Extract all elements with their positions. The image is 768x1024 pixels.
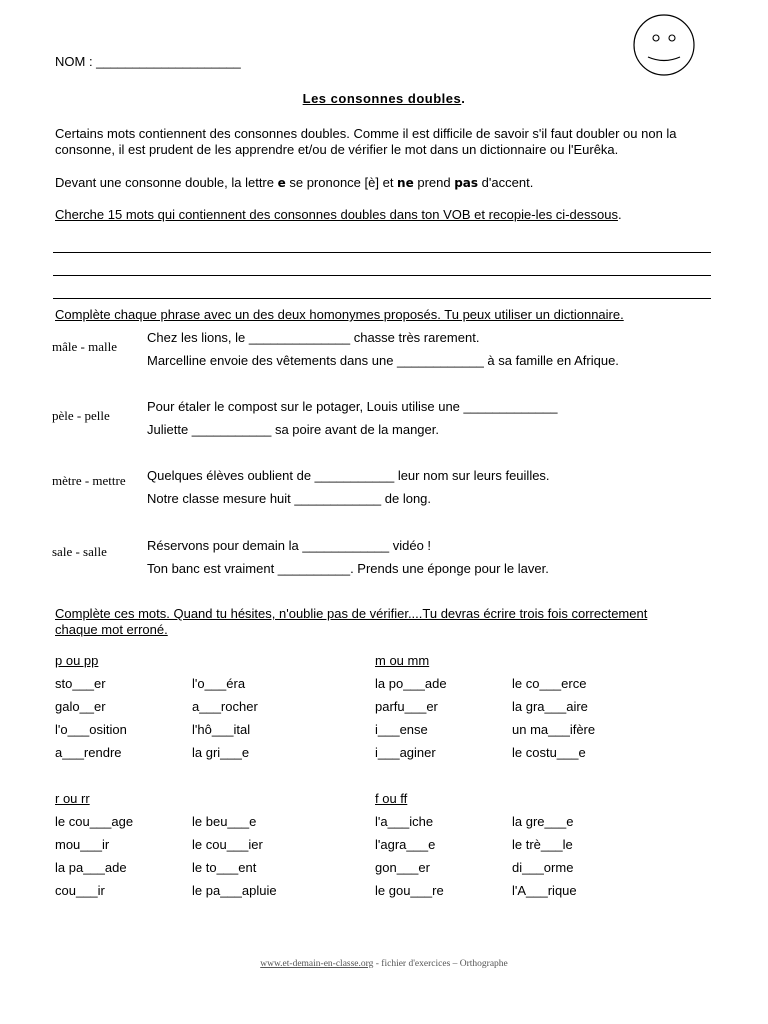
word-item: gon___er	[375, 860, 430, 875]
word-item: a___rocher	[192, 699, 258, 714]
page-title-dot: .	[461, 91, 466, 106]
word-item: l'a___iche	[375, 814, 434, 829]
word-item: le cou___ier	[192, 837, 263, 852]
footer-text: - fichier d'exercices – Orthographe	[373, 959, 508, 969]
word-item: le beu___e	[192, 814, 257, 829]
word-item: cou___ir	[55, 883, 105, 898]
homonym-sentence: Juliette ___________ sa poire avant de la manger.	[147, 422, 439, 437]
homonym-sentence: Chez les lions, le ______________ chasse très rarement.	[147, 330, 480, 345]
task3-instruction-line2: chaque mot erroné.	[55, 622, 168, 637]
word-item: di___orme	[512, 860, 574, 875]
footer-link[interactable]: www.et-demain-en-classe.org	[260, 959, 374, 969]
group-heading: m ou mm	[375, 653, 430, 668]
footer	[0, 959, 768, 969]
word-item: le trè___le	[512, 837, 573, 852]
homonym-pair-label: pèle - pelle	[52, 408, 110, 423]
smiley-face-icon	[633, 14, 695, 76]
intro-paragraph: Certains mots contiennent des consonnes doubles. Comme il est difficile de savoir s'il faut doubler ou non la consonne, il est prudent de les apprendre et/ou de vérifier le mot dans un dictionnaire ou l'Eurêka.	[55, 126, 677, 157]
word-item: galo__er	[55, 699, 106, 714]
word-item: l'o___éra	[192, 676, 246, 691]
word-item: la gre___e	[512, 814, 574, 829]
task1-instruction	[55, 207, 622, 222]
rule-part4: d'accent.	[478, 175, 534, 190]
answer-line-2[interactable]	[53, 275, 711, 276]
homonym-sentence: Ton banc est vraiment __________. Prends une éponge pour le laver.	[147, 561, 549, 576]
word-item: l'A___rique	[512, 883, 577, 898]
word-item: sto___er	[55, 676, 106, 691]
answer-line-3[interactable]	[53, 298, 711, 299]
answer-line-1[interactable]	[53, 252, 711, 253]
homonym-pair-label: mâle - malle	[52, 339, 117, 354]
rule-paragraph	[55, 175, 720, 191]
word-item: le pa___apluie	[192, 883, 277, 898]
task1-text: Cherche 15 mots qui contiennent des consonnes doubles dans ton VOB et recopie-les ci-dessous	[55, 207, 618, 222]
word-item: l'agra___e	[375, 837, 436, 852]
word-item: l'o___osition	[55, 722, 127, 737]
word-item: mou___ir	[55, 837, 110, 852]
rule-part1: Devant une consonne double, la lettre	[55, 175, 278, 190]
word-item: le to___ent	[192, 860, 257, 875]
word-item: la pa___ade	[55, 860, 127, 875]
word-item: la po___ade	[375, 676, 447, 691]
task1-dot: .	[617, 207, 622, 222]
homonym-sentence: Marcelline envoie des vêtements dans une ____________ à sa famille en Afrique.	[147, 353, 619, 368]
page-title-text: Les consonnes doubles	[302, 91, 462, 106]
group-heading: f ou ff	[375, 791, 408, 806]
word-item: le costu___e	[512, 745, 586, 760]
word-item: le cou___age	[55, 814, 134, 829]
rule-ne: ne	[397, 176, 414, 190]
rule-letter: e	[277, 176, 286, 190]
rule-part3: prend	[413, 175, 455, 190]
rule-pas: pas	[454, 176, 479, 190]
homonym-sentence: Pour étaler le compost sur le potager, Louis utilise une _____________	[147, 399, 558, 414]
task3-instruction-line1: Complète ces mots. Quand tu hésites, n'oublie pas de vérifier....Tu devras écrire trois fois correctement	[55, 606, 648, 621]
word-item: le co___erce	[512, 676, 587, 691]
word-item: i___ense	[375, 722, 428, 737]
homonym-pair-label: mètre - mettre	[52, 473, 126, 488]
word-item: le gou___re	[375, 883, 444, 898]
group-heading: p ou pp	[55, 653, 99, 668]
word-item: la gra___aire	[512, 699, 588, 714]
word-item: la gri___e	[192, 745, 250, 760]
word-item: un ma___ifère	[512, 722, 596, 737]
name-field[interactable]: NOM : ____________________	[55, 54, 241, 69]
group-heading: r ou rr	[55, 791, 90, 806]
homonym-sentence: Quelques élèves oublient de ___________ leur nom sur leurs feuilles.	[147, 468, 550, 483]
task2-instruction: Complète chaque phrase avec un des deux homonymes proposés. Tu peux utiliser un dictionnaire.	[55, 307, 624, 322]
word-item: l'hô___ital	[192, 722, 251, 737]
homonym-sentence: Notre classe mesure huit ____________ de long.	[147, 491, 432, 506]
word-item: i___aginer	[375, 745, 436, 760]
rule-part2: se prononce [è] et	[285, 175, 398, 190]
word-item: a___rendre	[55, 745, 122, 760]
homonym-pair-label: sale - salle	[52, 544, 107, 559]
homonym-sentence: Réservons pour demain la ____________ vidéo !	[147, 538, 432, 553]
page-title	[0, 91, 768, 106]
word-item: parfu___er	[375, 699, 438, 714]
